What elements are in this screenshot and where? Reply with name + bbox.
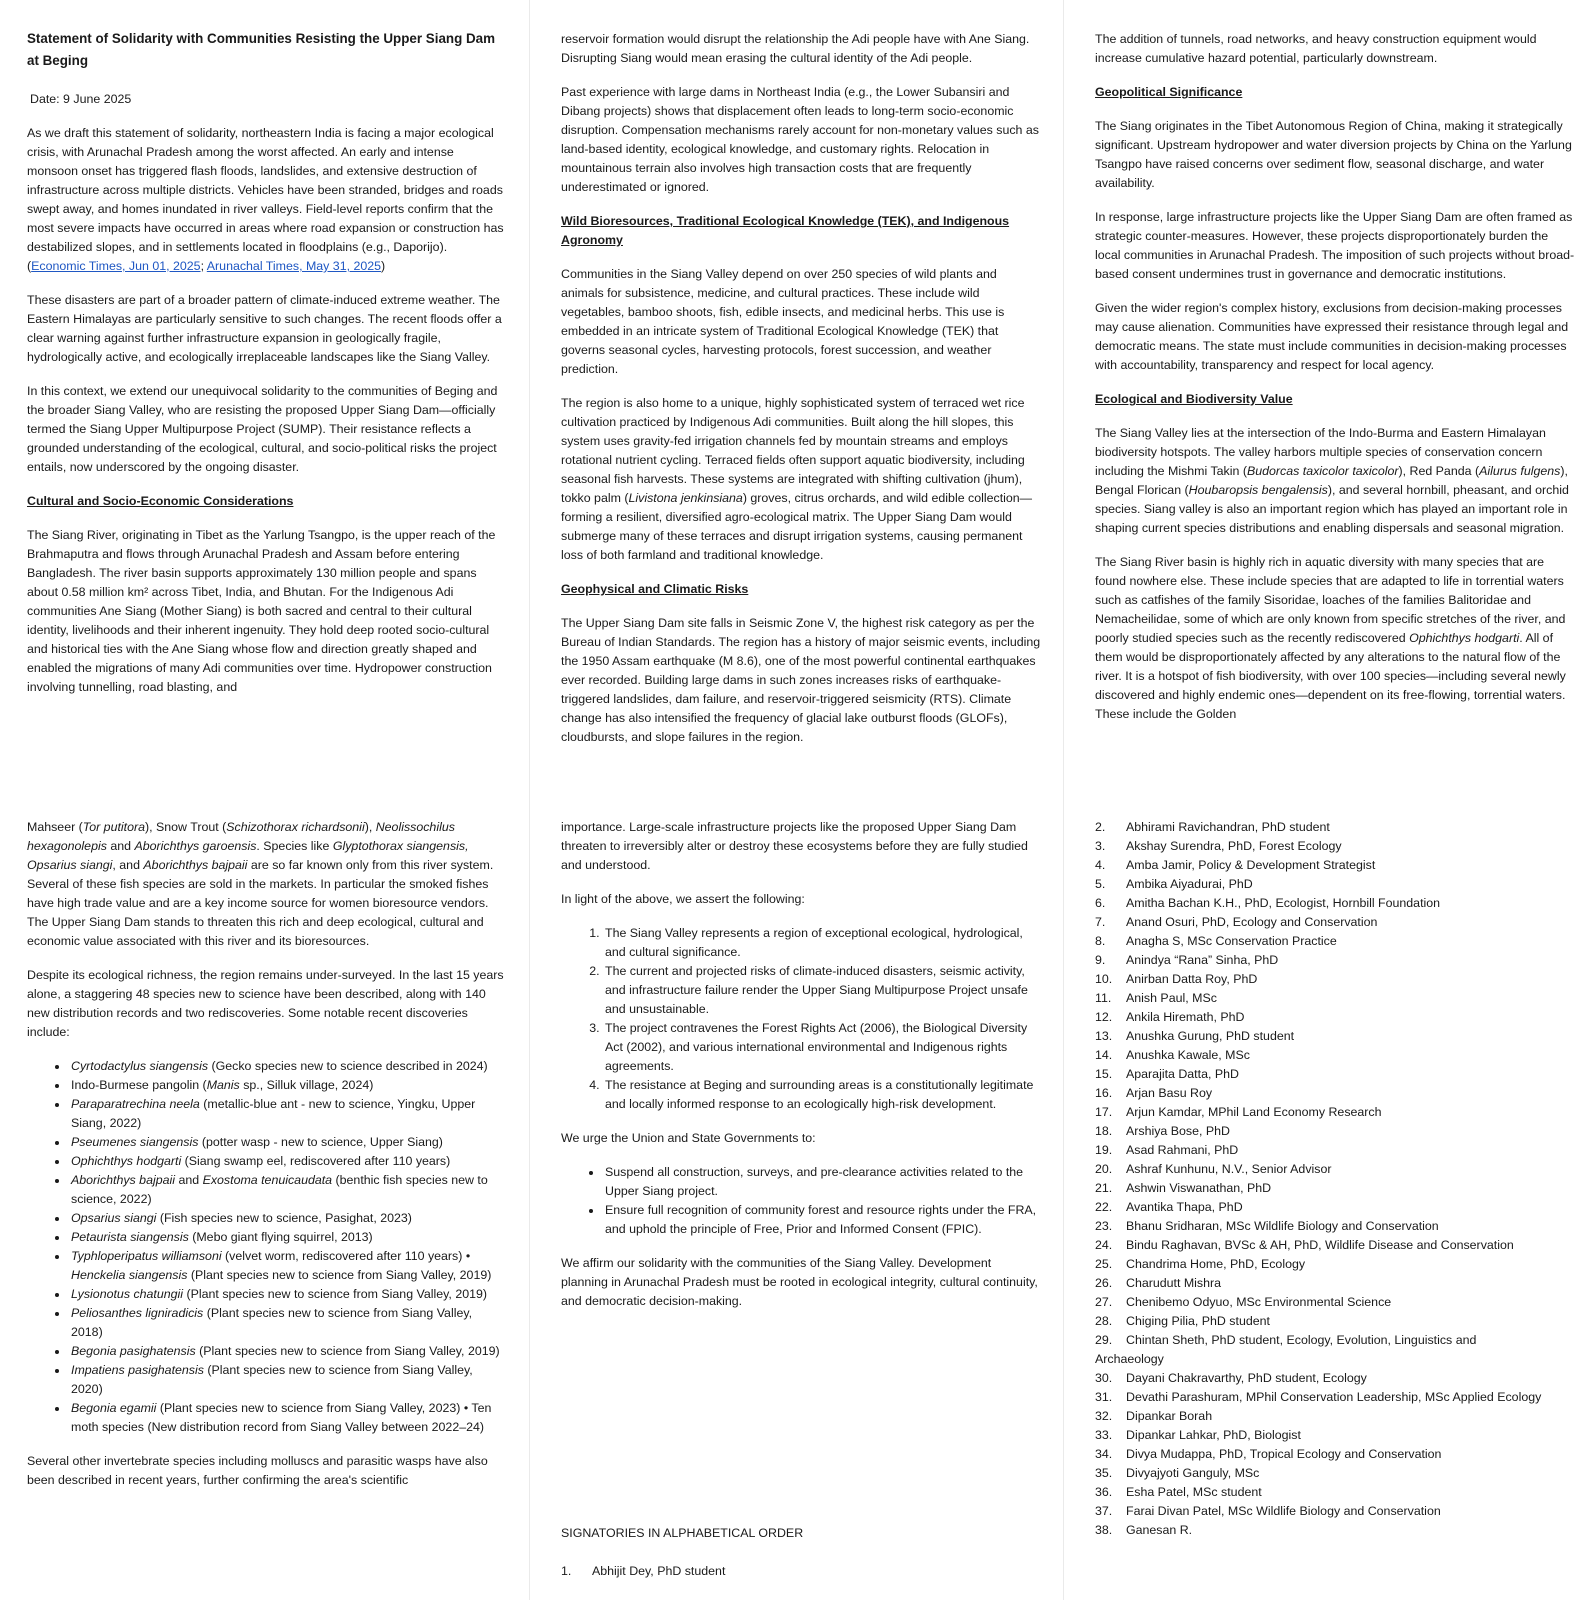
paragraph: importance. Large-scale infrastructure projects like the proposed Upper Siang Dam threaten to irreversibly alter or destroy these ecosystems before they are fully studied and understood. xyxy=(561,820,1028,872)
paragraph: In light of the above, we assert the following: xyxy=(561,892,805,906)
signatory-item: 10. Anirban Datta Roy, PhD xyxy=(1095,972,1258,986)
signatory-item: 13. Anushka Gurung, PhD student xyxy=(1095,1029,1295,1043)
page-section-4 xyxy=(27,818,505,1598)
paragraph: We urge the Union and State Governments to: xyxy=(561,1131,816,1145)
signatory-item: 5. Ambika Aiyadurai, PhD xyxy=(1095,877,1253,891)
discovery-item: • Petaurista siangensis (Mebo giant flying squirrel, 2013) xyxy=(69,1228,505,1247)
page-section-1 xyxy=(27,28,505,768)
page-section-6 xyxy=(1095,818,1575,1598)
section-heading: Geopolitical Significance xyxy=(1095,85,1243,99)
signatory-item: 18. Arshiya Bose, PhD xyxy=(1095,1124,1230,1138)
page-section-5 xyxy=(561,818,1041,1598)
signatory-item: 20. Ashraf Kunhunu, N.V., Senior Advisor xyxy=(1095,1162,1332,1176)
discovery-item: • Indo-Burmese pangolin (Manis sp., Silluk village, 2024) xyxy=(69,1076,505,1095)
page-section-3 xyxy=(1095,30,1575,790)
signatory-item: 32. Dipankar Borah xyxy=(1095,1409,1213,1423)
discovery-item: • Aborichthys bajpaii and Exostoma tenuicaudata (benthic fish species new to science, 2022) xyxy=(69,1171,505,1209)
signatory-item: 3. Akshay Surendra, PhD, Forest Ecology xyxy=(1095,839,1342,853)
section-heading: Wild Bioresources, Traditional Ecological Knowledge (TEK), and Indigenous Agronomy xyxy=(561,214,1010,247)
signatory-item: 27. Chenibemo Odyuo, MSc Environmental Science xyxy=(1095,1295,1392,1309)
assertion-item: 1. The Siang Valley represents a region of exceptional ecological, hydrological, and cultural significance. xyxy=(603,924,1041,962)
paragraph: The Upper Siang Dam site falls in Seismic Zone V, the highest risk category as per the Bureau of Indian Standards. The region has a history of major seismic events, including the 1950 Assam earthquake (M 8.6), one of the most powerful continental earthquakes ever recorded. Building large dams in such zones increases risks of earthquake-triggered landslides, dam failure, and reservoir-triggered seismicity (RTS). Climate change has also intensified the frequency of glacial lake outburst floods (GLOFs), cloudbursts, and slope failures in the region. xyxy=(561,616,1041,744)
signatory-item: 11. Anish Paul, MSc xyxy=(1095,991,1217,1005)
paragraph: The Siang originates in the Tibet Autonomous Region of China, making it strategically significant. Upstream hydropower and water diversion projects by China on the Yarlung Tsangpo have raised concerns over sediment flow, seasonal discharge, and water availability. xyxy=(1095,119,1572,190)
demands-list xyxy=(561,1163,1041,1239)
signatory-item: 21. Ashwin Viswanathan, PhD xyxy=(1095,1181,1272,1195)
signatory-item: 8. Anagha S, MSc Conservation Practice xyxy=(1095,934,1337,948)
signatory-item: 1. Abhijit Dey, PhD student xyxy=(561,1564,726,1578)
signatory-item: 4. Amba Jamir, Policy & Development Strategist xyxy=(1095,858,1376,872)
demand-item: • Suspend all construction, surveys, and pre-clearance activities related to the Upper Siang project. xyxy=(603,1163,1041,1201)
signatory-item: 29. Chintan Sheth, PhD student, Ecology, Evolution, Linguistics and xyxy=(1095,1333,1477,1347)
signatory-item: 34. Divya Mudappa, PhD, Tropical Ecology and Conservation xyxy=(1095,1447,1442,1461)
paragraph: The Siang River basin is highly rich in aquatic diversity with many species that are found nowhere else. These include species that are adapted to life in torrential waters such as catfishes of the family Sisoridae, loaches of the families Balitoridae and Nemacheilidae, some of which are only known from specific stretches of the river, and poorly studied species such as the recently rediscovered Ophichthys hodgarti. All of them would be disproportionately affected by any alterations to the natural flow of the river. It is a hotspot of fish biodiversity, with over 100 species—including several newly discovered and highly endemic ones—dependent on its free-flowing, torrential waters. These include the Golden xyxy=(1095,555,1566,721)
paragraph: In response, large infrastructure projects like the Upper Siang Dam are often framed as strategic counter-measures. However, these projects disproportionately burden the local communities in Arunachal Pradesh. The imposition of such projects without broad-based consent undermines trust in governance and democratic institutions. xyxy=(1095,210,1575,281)
signatory-item: 23. Bhanu Sridharan, MSc Wildlife Biology and Conservation xyxy=(1095,1219,1439,1233)
discovery-item: • Ophichthys hodgarti (Siang swamp eel, rediscovered after 110 years) xyxy=(69,1152,505,1171)
paragraph: The Siang River, originating in Tibet as the Yarlung Tsangpo, is the upper reach of the Brahmaputra and flows through Arunachal Pradesh and Assam before entering Bangladesh. The river basin supports approximately 130 million people and spans about 0.58 million km² across Tibet, India, and Bhutan. For the Indigenous Adi communities Ane Siang (Mother Siang) is both sacred and central to their cultural identity, livelihoods and their inherent ingenuity. They hold deep rooted socio-cultural and historical ties with the Ane Siang whose flow and direction greatly shaped and enabled the migrations of many Adi communities over time. Hydropower construction involving tunnelling, road blasting, and xyxy=(27,528,496,694)
paragraph: Mahseer (Tor putitora), Snow Trout (Schizothorax richardsonii), Neolissochilus hexagonolepis and Aborichthys garoensis. Species like Glyptothorax siangensis, Opsarius siangi, and Aborichthys bajpaii are so far known only from this river system. Several of these fish species are sold in the markets. In particular the smoked fishes have high trade value and are a key income source for women bioresource vendors. The Upper Siang Dam stands to threaten this rich and deep ecological, cultural and economic value associated with this river and its bioresources. xyxy=(27,820,494,948)
paragraph: reservoir formation would disrupt the relationship the Adi people have with Ane Siang. Disrupting Siang would mean erasing the cultural identity of the Adi people. xyxy=(561,32,1030,65)
signatory-item: 16. Arjan Basu Roy xyxy=(1095,1086,1213,1100)
paragraph: The Siang Valley lies at the intersection of the Indo-Burma and Eastern Himalayan biodiversity hotspots. The valley harbors multiple species of conservation concern including the Mishmi Takin (Budorcas taxicolor taxicolor), Red Panda (Ailurus fulgens), Bengal Florican (Houbaropsis bengalensis), and several hornbill, pheasant, and orchid species. Siang valley is also an important region which has played an important role in shaping current species distributions and enabling dispersals and seasonal migration. xyxy=(1095,426,1569,535)
discovery-item: • Lysionotus chatungii (Plant species new to science from Siang Valley, 2019) xyxy=(69,1285,505,1304)
discovery-item: • Cyrtodactylus siangensis (Gecko species new to science described in 2024) xyxy=(69,1057,505,1076)
column-divider xyxy=(1063,0,1064,1600)
signatory-item: 38. Ganesan R. xyxy=(1095,1523,1193,1537)
discoveries-list xyxy=(27,1057,505,1437)
paragraph: Despite its ecological richness, the region remains under-surveyed. In the last 15 years alone, a staggering 48 species new to science have been described, along with 140 new distribution records and two rediscoveries. Some notable recent discoveries include: xyxy=(27,968,504,1039)
signatory-item: 35. Divyajyoti Ganguly, MSc xyxy=(1095,1466,1260,1480)
signatory-item: 9. Anindya “Rana” Sinha, PhD xyxy=(1095,953,1279,967)
paragraph: We affirm our solidarity with the communities of the Siang Valley. Development planning in Arunachal Pradesh must be rooted in ecological integrity, cultural continuity, and democratic decision-making. xyxy=(561,1256,1038,1308)
signatory-item: 33. Dipankar Lahkar, PhD, Biologist xyxy=(1095,1428,1301,1442)
signatory-item: 37. Farai Divan Patel, MSc Wildlife Biology and Conservation xyxy=(1095,1504,1441,1518)
signatory-item: 36. Esha Patel, MSc student xyxy=(1095,1485,1262,1499)
assertion-item: 3. The project contravenes the Forest Rights Act (2006), the Biological Diversity Act (2002), and various international environmental and Indigenous rights agreements. xyxy=(603,1019,1041,1076)
signatory-item: 26. Charudutt Mishra xyxy=(1095,1276,1222,1290)
paragraph: Communities in the Siang Valley depend on over 250 species of wild plants and animals for subsistence, medicine, and cultural practices. These include wild vegetables, bamboo shoots, fish, edible insects, and medicinal herbs. This use is embedded in an intricate system of Traditional Ecological Knowledge (TEK) that governs seasonal cycles, harvesting protocols, forest succession, and weather prediction. xyxy=(561,267,1005,376)
paragraph: Past experience with large dams in Northeast India (e.g., the Lower Subansiri and Dibang projects) shows that displacement often leads to long-term socio-economic disruption. Compensation mechanisms rarely account for non-monetary values such as land-based identity, ecological knowledge, and customary rights. Relocation in mountainous terrain also involves high transaction costs that are frequently underestimated or ignored. xyxy=(561,85,1039,194)
signatory-continuation: Archaeology xyxy=(1095,1352,1164,1366)
economic-times-link[interactable]: Economic Times, Jun 01, 2025 xyxy=(31,259,201,273)
signatory-item: 31. Devathi Parashuram, MPhil Conservation Leadership, MSc Applied Ecology xyxy=(1095,1390,1542,1404)
signatory-item: 12. Ankila Hiremath, PhD xyxy=(1095,1010,1245,1024)
arunachal-times-link[interactable]: Arunachal Times, May 31, 2025 xyxy=(206,259,382,273)
signatory-item: 17. Arjun Kamdar, MPhil Land Economy Research xyxy=(1095,1105,1382,1119)
paragraph: The addition of tunnels, road networks, and heavy construction equipment would increase cumulative hazard potential, particularly downstream. xyxy=(1095,32,1537,65)
column-divider xyxy=(529,0,530,1600)
discovery-item: • Peliosanthes ligniradicis (Plant species new to science from Siang Valley, 2018) xyxy=(69,1304,505,1342)
signatory-item: 22. Avantika Thapa, PhD xyxy=(1095,1200,1243,1214)
signatories-start xyxy=(561,1524,1041,1581)
signatory-item: 30. Dayani Chakravarthy, PhD student, Ecology xyxy=(1095,1371,1367,1385)
signatory-item: 2. Abhirami Ravichandran, PhD student xyxy=(1095,820,1330,834)
document-title: Statement of Solidarity with Communities Resisting the Upper Siang Dam at Beging xyxy=(27,31,495,68)
signatories-list xyxy=(1095,818,1575,1540)
page-section-2 xyxy=(561,30,1041,770)
section-heading: Cultural and Socio-Economic Considerations xyxy=(27,494,294,508)
paragraph: Several other invertebrate species including molluscs and parasitic wasps have also been described in recent years, further confirming the area's scientific xyxy=(27,1454,488,1487)
discovery-item: • Paraparatrechina neela (metallic-blue ant - new to science, Yingku, Upper Siang, 2022) xyxy=(69,1095,505,1133)
discovery-item: • Opsarius siangi (Fish species new to science, Pasighat, 2023) xyxy=(69,1209,505,1228)
signatories-heading: SIGNATORIES IN ALPHABETICAL ORDER xyxy=(561,1526,804,1540)
discovery-item: • Begonia pasighatensis (Plant species new to science from Siang Valley, 2019) xyxy=(69,1342,505,1361)
section-heading: Ecological and Biodiversity Value xyxy=(1095,392,1293,406)
discovery-item: • Typhloperipatus williamsoni (velvet worm, rediscovered after 110 years) • Henckelia siangensis (Plant species new to science from Siang Valley, 2019) xyxy=(69,1247,505,1285)
signatory-item: 25. Chandrima Home, PhD, Ecology xyxy=(1095,1257,1306,1271)
assertion-item: 2. The current and projected risks of climate-induced disasters, seismic activity, and infrastructure failure render the Upper Siang Multipurpose Project unsafe and unsustainable. xyxy=(603,962,1041,1019)
discovery-item: • Pseumenes siangensis (potter wasp - new to science, Upper Siang) xyxy=(69,1133,505,1152)
paragraph: As we draft this statement of solidarity, northeastern India is facing a major ecological crisis, with Arunachal Pradesh among the worst affected. An early and intense monsoon onset has triggered flash floods, landslides, and extensive destruction of infrastructure across multiple districts. Vehicles have been stranded, bridges and roads swept away, and homes inundated in river valleys. Field-level reports confirm that the most severe impacts have occurred in areas where road expansion or construction has destabilized slopes, and in settlements located in floodplains (e.g., Daporijo). (Economic Times, Jun 01, 2025; Arunachal Times, May 31, 2025) xyxy=(27,126,504,273)
signatory-item: 24. Bindu Raghavan, BVSc & AH, PhD, Wildlife Disease and Conservation xyxy=(1095,1238,1514,1252)
paragraph: Given the wider region's complex history, exclusions from decision-making processes may cause alienation. Communities have expressed their resistance through legal and democratic means. The state must include communities in decision-making processes with accountability, transparency and respect for local agency. xyxy=(1095,301,1569,372)
signatory-item: 19. Asad Rahmani, PhD xyxy=(1095,1143,1239,1157)
signatory-item: 15. Aparajita Datta, PhD xyxy=(1095,1067,1239,1081)
discovery-item: • Begonia egamii (Plant species new to science from Siang Valley, 2023) • Ten moth species (New distribution record from Siang Valley between 2022–24) xyxy=(69,1399,505,1437)
signatory-item: 28. Chiging Pilia, PhD student xyxy=(1095,1314,1270,1328)
signatory-item: 6. Amitha Bachan K.H., PhD, Ecologist, Hornbill Foundation xyxy=(1095,896,1441,910)
document-date: Date: 9 June 2025 xyxy=(30,92,132,106)
demand-item: • Ensure full recognition of community forest and resource rights under the FRA, and uphold the principle of Free, Prior and Informed Consent (FPIC). xyxy=(603,1201,1041,1239)
signatory-item: 7. Anand Osuri, PhD, Ecology and Conservation xyxy=(1095,915,1378,929)
section-heading: Geophysical and Climatic Risks xyxy=(561,582,749,596)
paragraph: In this context, we extend our unequivocal solidarity to the communities of Beging and the broader Siang Valley, who are resisting the proposed Upper Siang Dam—officially termed the Siang Upper Multipurpose Project (SUMP). Their resistance reflects a grounded understanding of the ecological, cultural, and socio-political risks the project entails, now underscored by the ongoing disaster. xyxy=(27,384,498,474)
assertion-item: 4. The resistance at Beging and surrounding areas is a constitutionally legitimate and locally informed response to an ecologically high-risk development. xyxy=(603,1076,1041,1114)
paragraph: These disasters are part of a broader pattern of climate-induced extreme weather. The Eastern Himalayas are particularly sensitive to such changes. The recent floods offer a clear warning against further infrastructure expansion in geologically fragile, hydrologically active, and ecologically irreplaceable landscapes like the Siang Valley. xyxy=(27,293,502,364)
assertions-list xyxy=(561,924,1041,1114)
discovery-item: • Impatiens pasighatensis (Plant species new to science from Siang Valley, 2020) xyxy=(69,1361,505,1399)
paragraph: The region is also home to a unique, highly sophisticated system of terraced wet rice cultivation practiced by Indigenous Adi communities. Built along the hill slopes, this system uses gravity-fed irrigation channels fed by mountain streams and employs rotational nutrient cycling. Terraced fields often support aquatic biodiversity, including seasonal fish harvests. These systems are integrated with shifting cultivation (jhum), tokko palm (Livistona jenkinsiana) groves, citrus orchards, and wild edible collection—forming a resilient, diversified agro-ecological matrix. The Upper Siang Dam would submerge many of these terraces and disrupt irrigation systems, causing permanent loss of both farmland and traditional knowledge. xyxy=(561,396,1033,562)
signatory-item: 14. Anushka Kawale, MSc xyxy=(1095,1048,1250,1062)
